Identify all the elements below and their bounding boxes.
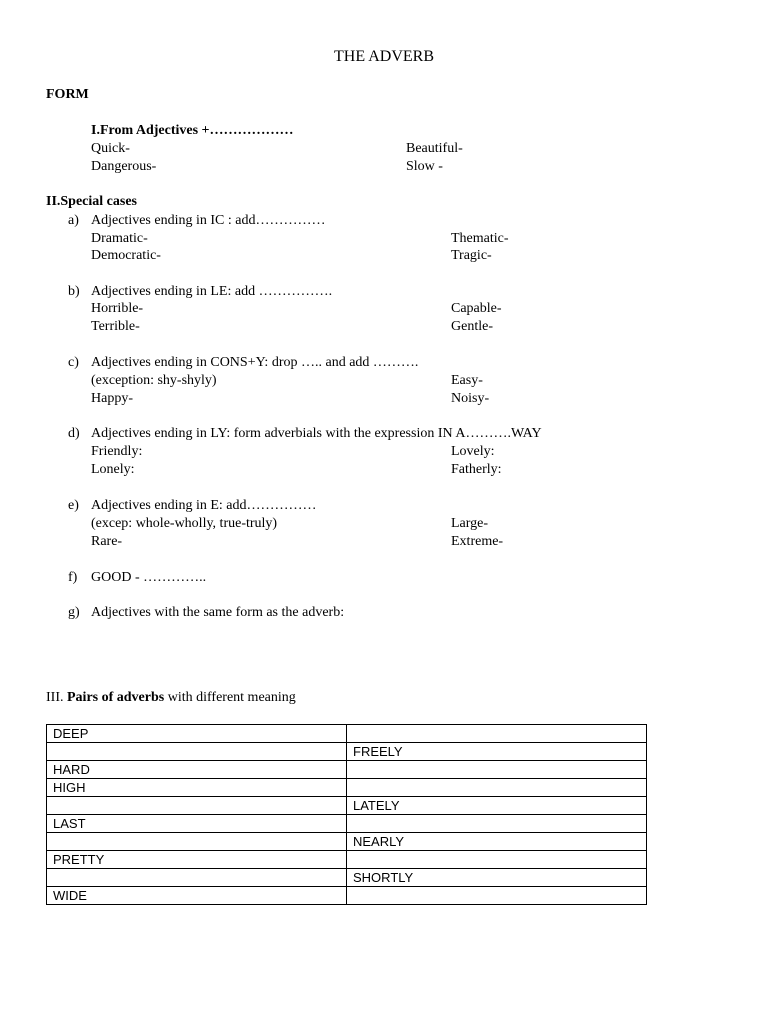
table-row bbox=[47, 851, 647, 869]
item-b-word: Terrible- bbox=[91, 319, 140, 334]
table-cell bbox=[347, 815, 647, 833]
form-heading: FORM bbox=[46, 87, 89, 102]
item-b-text: Adjectives ending in LE: add ……………. bbox=[91, 284, 333, 299]
item-g-text: Adjectives with the same form as the adverb: bbox=[91, 605, 345, 620]
item-d-word: Lovely: bbox=[451, 444, 495, 459]
table-row bbox=[47, 725, 647, 743]
table-cell: FREELY bbox=[347, 743, 647, 761]
table-row bbox=[47, 797, 647, 815]
table-cell: PRETTY bbox=[47, 851, 347, 869]
item-c-marker: c) bbox=[68, 355, 79, 370]
item-e-marker: e) bbox=[68, 498, 79, 513]
section3-bold: Pairs of adverbs bbox=[67, 690, 165, 705]
word-slow: Slow - bbox=[406, 159, 443, 174]
word-beautiful: Beautiful- bbox=[406, 141, 463, 156]
item-f-text: GOOD - ………….. bbox=[91, 570, 207, 585]
section1-heading: I.From Adjectives +……………… bbox=[91, 123, 294, 138]
table-cell bbox=[347, 779, 647, 797]
table-cell: LATELY bbox=[347, 797, 647, 815]
table-row bbox=[47, 779, 647, 797]
item-b-marker: b) bbox=[68, 284, 80, 299]
item-d-marker: d) bbox=[68, 426, 80, 441]
item-a-word: Dramatic- bbox=[91, 231, 148, 246]
item-a-word: Thematic- bbox=[451, 231, 509, 246]
item-e-word: Rare- bbox=[91, 534, 123, 549]
item-a-word: Tragic- bbox=[451, 248, 492, 263]
item-b-word: Capable- bbox=[451, 301, 502, 316]
section2-heading: II.Special cases bbox=[46, 194, 137, 209]
table-cell bbox=[347, 851, 647, 869]
word-dangerous: Dangerous- bbox=[91, 159, 157, 174]
table-row bbox=[47, 869, 647, 887]
page-title: THE ADVERB bbox=[334, 48, 434, 65]
item-c-word: Happy- bbox=[91, 391, 133, 406]
item-c-text: Adjectives ending in CONS+Y: drop ….. and add ………. bbox=[91, 355, 419, 370]
item-d-word: Lonely: bbox=[91, 462, 135, 477]
word-quick: Quick- bbox=[91, 141, 130, 156]
table-row bbox=[47, 743, 647, 761]
table-row bbox=[47, 833, 647, 851]
item-b-word: Gentle- bbox=[451, 319, 493, 334]
table-cell: DEEP bbox=[47, 725, 347, 743]
item-f-marker: f) bbox=[68, 570, 78, 585]
table-row bbox=[47, 887, 647, 905]
item-d-word: Friendly: bbox=[91, 444, 143, 459]
item-b-word: Horrible- bbox=[91, 301, 144, 316]
table-cell bbox=[47, 797, 347, 815]
item-a-text: Adjectives ending in IC : add…………… bbox=[91, 213, 326, 228]
item-e-word: Large- bbox=[451, 516, 489, 531]
table-cell bbox=[47, 743, 347, 761]
table-cell bbox=[347, 725, 647, 743]
item-d-text: Adjectives ending in LY: form adverbials with the expression IN A……….WAY bbox=[91, 426, 542, 441]
table-cell bbox=[347, 761, 647, 779]
item-c-word: Noisy- bbox=[451, 391, 490, 406]
item-g-marker: g) bbox=[68, 605, 80, 620]
section3-heading bbox=[46, 689, 296, 707]
table-cell: HARD bbox=[47, 761, 347, 779]
adverb-pairs-table bbox=[46, 724, 647, 905]
item-a-word: Democratic- bbox=[91, 248, 161, 263]
table-cell: SHORTLY bbox=[347, 869, 647, 887]
table-cell bbox=[47, 833, 347, 851]
item-e-text: Adjectives ending in E: add…………… bbox=[91, 498, 317, 513]
table-row bbox=[47, 815, 647, 833]
item-a-marker: a) bbox=[68, 213, 79, 228]
item-c-word: Easy- bbox=[451, 373, 483, 388]
table-cell: HIGH bbox=[47, 779, 347, 797]
table-cell: LAST bbox=[47, 815, 347, 833]
table-row bbox=[47, 761, 647, 779]
item-e-word: Extreme- bbox=[451, 534, 504, 549]
item-e-word: (excep: whole-wholly, true-truly) bbox=[91, 516, 278, 531]
section3-prefix: III. bbox=[46, 690, 67, 705]
item-d-word: Fatherly: bbox=[451, 462, 502, 477]
section3-suffix: with different meaning bbox=[164, 690, 296, 705]
item-c-word: (exception: shy-shyly) bbox=[91, 373, 217, 388]
table-cell: WIDE bbox=[47, 887, 347, 905]
table-cell: NEARLY bbox=[347, 833, 647, 851]
table-cell bbox=[347, 887, 647, 905]
table-cell bbox=[47, 869, 347, 887]
